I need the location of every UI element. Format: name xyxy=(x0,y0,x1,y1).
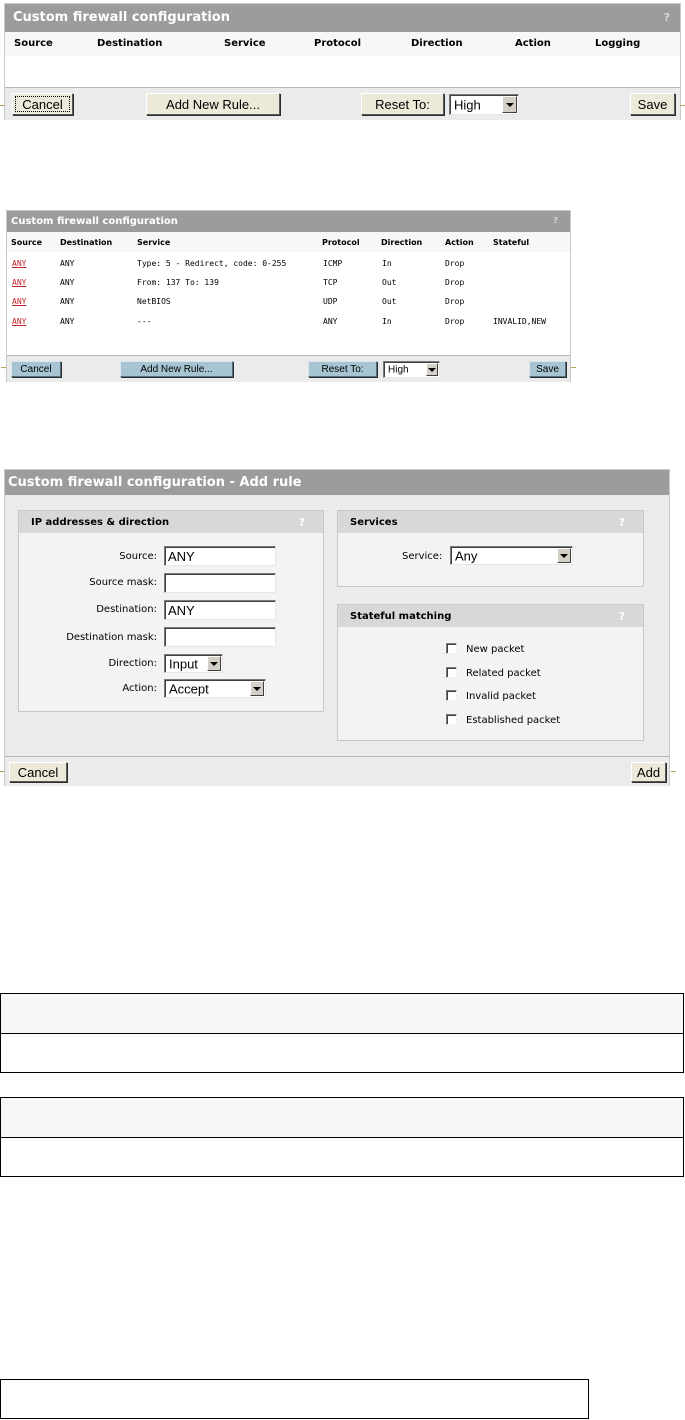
related-packet-checkbox[interactable] xyxy=(446,667,457,678)
security-level-value: High xyxy=(454,97,481,112)
rule-direction: Out xyxy=(382,297,397,306)
panel-title: Custom firewall configuration xyxy=(13,10,230,25)
reset-to-button[interactable]: Reset To: xyxy=(308,361,377,377)
destination-label: Destination: xyxy=(96,604,157,615)
panel-title-bar xyxy=(5,470,669,495)
column-header-service: Service xyxy=(224,38,266,49)
column-header-direction: Direction xyxy=(411,38,463,49)
security-level-select[interactable] xyxy=(449,94,519,115)
rule-action: Drop xyxy=(445,259,465,268)
rule-service: From: 137 To: 139 xyxy=(137,278,219,287)
cancel-button[interactable]: Cancel xyxy=(9,762,67,782)
security-level-value: High xyxy=(388,364,409,375)
column-header-action: Action xyxy=(515,38,551,49)
action-value: Accept xyxy=(169,681,209,696)
rule-destination: ANY xyxy=(60,259,75,268)
destination-mask-input[interactable] xyxy=(164,627,276,647)
column-header-direction: Direction xyxy=(381,238,423,247)
invalid-packet-label: Invalid packet xyxy=(466,691,536,702)
rule-source-link[interactable]: ANY xyxy=(12,297,27,306)
help-icon[interactable]: ? xyxy=(618,516,625,529)
source-input[interactable] xyxy=(164,546,276,566)
rule-direction: In xyxy=(382,259,392,268)
column-header-protocol: Protocol xyxy=(314,38,362,49)
rule-source-link[interactable]: ANY xyxy=(12,317,27,326)
table-row xyxy=(7,314,570,330)
section-title: Stateful matching xyxy=(350,611,452,622)
rule-protocol: ICMP xyxy=(323,259,343,268)
table-header xyxy=(7,232,570,252)
column-header-destination: Destination xyxy=(60,238,113,247)
security-level-select[interactable] xyxy=(383,361,440,378)
divider-tick xyxy=(671,771,676,772)
direction-value: Input xyxy=(169,656,198,671)
established-packet-label: Established packet xyxy=(466,715,561,726)
save-button[interactable]: Save xyxy=(529,361,566,377)
panel-title: Custom firewall configuration xyxy=(11,216,178,227)
table-row xyxy=(7,256,570,272)
new-packet-label: New packet xyxy=(466,644,525,655)
rule-protocol: ANY xyxy=(323,317,338,326)
divider-tick xyxy=(680,105,685,106)
divider-tick xyxy=(0,771,5,772)
panel-footer xyxy=(5,87,680,120)
firewall-config-panel xyxy=(4,3,681,120)
rules-table-body xyxy=(5,56,680,87)
rule-destination: ANY xyxy=(60,297,75,306)
column-header-source: Source xyxy=(11,238,43,247)
invalid-packet-checkbox[interactable] xyxy=(446,690,457,701)
stateful-matching-section xyxy=(337,604,644,741)
save-button[interactable]: Save xyxy=(630,93,675,115)
service-label: Service: xyxy=(402,551,443,562)
rule-stateful: INVALID,NEW xyxy=(493,317,546,326)
rule-protocol: UDP xyxy=(323,297,338,306)
cancel-button[interactable]: Cancel xyxy=(11,361,61,377)
service-select[interactable] xyxy=(450,546,573,565)
column-header-action: Action xyxy=(445,238,474,247)
chevron-down-icon[interactable] xyxy=(207,656,221,671)
ip-direction-section xyxy=(18,510,324,712)
section-header xyxy=(338,511,643,533)
help-icon[interactable]: ? xyxy=(553,216,558,225)
column-header-protocol: Protocol xyxy=(322,238,360,247)
action-label: Action: xyxy=(122,683,157,694)
rule-action: Drop xyxy=(445,297,465,306)
table-header xyxy=(5,32,680,56)
divider-tick xyxy=(0,105,5,106)
empty-box-header xyxy=(0,993,684,1034)
services-section xyxy=(337,510,644,587)
direction-label: Direction: xyxy=(108,658,157,669)
panel-title-bar xyxy=(7,211,570,232)
table-row xyxy=(7,275,570,291)
section-header xyxy=(338,605,643,627)
source-label: Source: xyxy=(119,551,157,562)
new-packet-checkbox[interactable] xyxy=(446,643,457,654)
section-title: IP addresses & direction xyxy=(31,517,170,528)
panel-title-bar xyxy=(5,4,680,32)
help-icon[interactable]: ? xyxy=(618,610,625,623)
rule-destination: ANY xyxy=(60,278,75,287)
rule-direction: Out xyxy=(382,278,397,287)
reset-to-button[interactable]: Reset To: xyxy=(361,93,444,115)
empty-box-header xyxy=(0,1097,684,1138)
cancel-button[interactable]: Cancel xyxy=(12,93,73,115)
table-row xyxy=(7,294,570,310)
add-button[interactable]: Add xyxy=(631,762,666,782)
add-new-rule-button[interactable]: Add New Rule... xyxy=(120,361,233,377)
chevron-down-icon[interactable] xyxy=(250,681,264,696)
panel-footer xyxy=(5,756,669,786)
divider-tick xyxy=(571,367,576,368)
section-header xyxy=(19,511,323,533)
panel-footer xyxy=(7,355,570,382)
service-value: Any xyxy=(455,548,478,563)
chevron-down-icon[interactable] xyxy=(502,96,517,113)
source-mask-input[interactable] xyxy=(164,573,276,593)
rule-protocol: TCP xyxy=(323,278,338,287)
column-header-destination: Destination xyxy=(97,38,163,49)
destination-input[interactable] xyxy=(164,600,276,620)
rule-service: Type: 5 - Redirect, code: 0-255 xyxy=(137,259,287,268)
rule-action: Drop xyxy=(445,278,465,287)
rule-direction: In xyxy=(382,317,392,326)
column-header-service: Service xyxy=(137,238,171,247)
section-title: Services xyxy=(350,517,398,528)
chevron-down-icon[interactable] xyxy=(426,363,438,376)
column-header-logging: Logging xyxy=(595,38,641,49)
destination-mask-label: Destination mask: xyxy=(66,632,157,643)
direction-select[interactable] xyxy=(164,654,223,673)
action-select[interactable] xyxy=(164,679,266,698)
column-header-stateful: Stateful xyxy=(493,238,530,247)
rule-source-link[interactable]: ANY xyxy=(12,278,27,287)
add-rule-panel xyxy=(4,469,670,786)
firewall-config-panel-populated xyxy=(6,210,571,382)
help-icon[interactable]: ? xyxy=(298,516,305,529)
empty-box-body xyxy=(0,1033,684,1073)
column-header-source: Source xyxy=(14,38,53,49)
help-icon[interactable]: ? xyxy=(663,11,670,24)
rule-destination: ANY xyxy=(60,317,75,326)
related-packet-label: Related packet xyxy=(466,668,541,679)
rule-service: --- xyxy=(137,317,152,326)
rule-action: Drop xyxy=(445,317,465,326)
rules-table-body xyxy=(7,252,570,355)
panel-title: Custom firewall configuration - Add rule xyxy=(8,475,302,490)
empty-box-body xyxy=(0,1137,684,1177)
source-mask-label: Source mask: xyxy=(89,577,157,588)
established-packet-checkbox[interactable] xyxy=(446,714,457,725)
empty-box xyxy=(0,1379,589,1419)
divider-tick xyxy=(1,367,6,368)
rule-source-link[interactable]: ANY xyxy=(12,259,27,268)
chevron-down-icon[interactable] xyxy=(557,548,571,563)
add-new-rule-button[interactable]: Add New Rule... xyxy=(146,93,280,115)
rule-service: NetBIOS xyxy=(137,297,171,306)
